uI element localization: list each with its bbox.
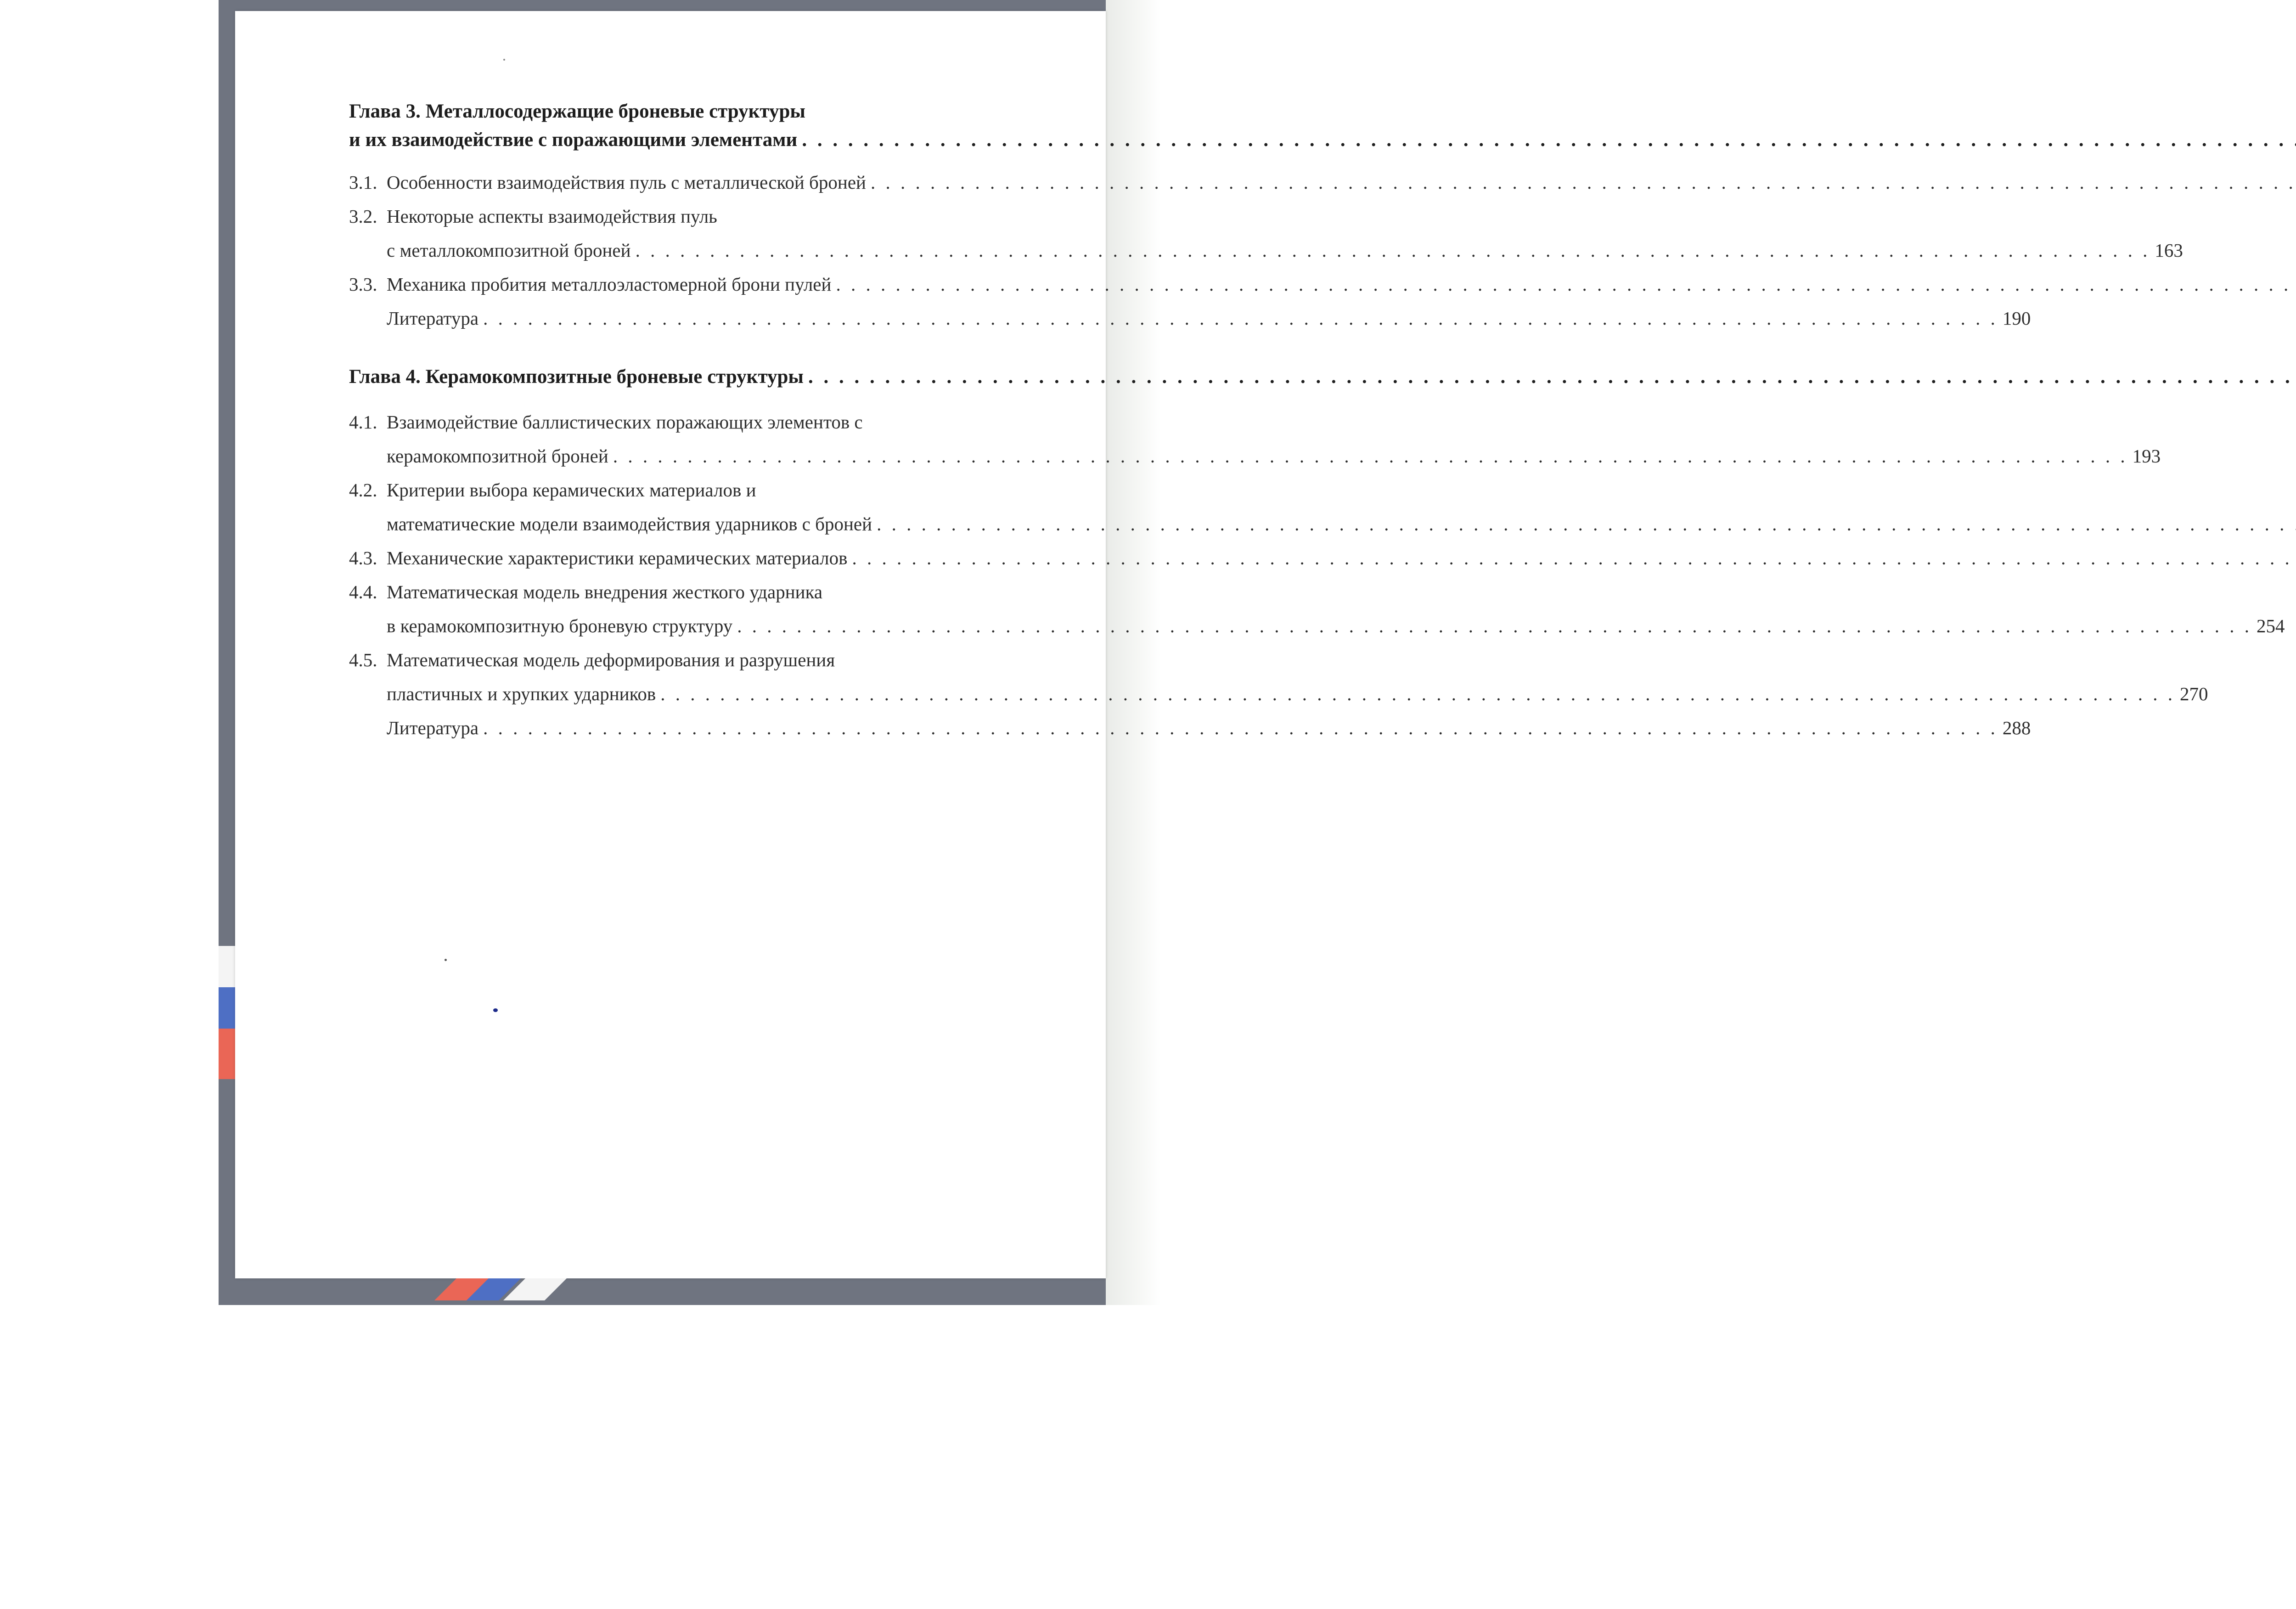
toc-entry-3-1 xyxy=(349,165,1065,199)
section-title-line-1: Математическая модель деформирования и разрушения xyxy=(387,649,835,670)
toc-entry-4-3 xyxy=(349,541,1065,575)
toc-entry-3-2 xyxy=(349,199,2183,267)
leader-dots xyxy=(483,711,1998,745)
chapter-4-title: Глава 4. Керамокомпозитные броневые структуры xyxy=(349,366,804,388)
section-title-line-1: Математическая модель внедрения жесткого ударника xyxy=(387,581,823,602)
leader-dots xyxy=(636,233,2150,267)
section-number: 3.1. xyxy=(349,172,377,193)
section-title-line-2: пластичных и хрупких ударников xyxy=(387,683,656,704)
leader-dots xyxy=(852,541,2296,575)
leader-dots xyxy=(836,267,2296,301)
section-body xyxy=(387,541,2296,575)
section-row xyxy=(387,301,2031,335)
chapter-3-title-line-2: и их взаимодействие с поражающими элементами xyxy=(349,129,798,151)
chapter-3-heading xyxy=(349,97,1065,154)
toc-entry-4-4 xyxy=(349,575,2285,643)
toc-entry-3-literature xyxy=(349,301,2031,335)
ink-speck xyxy=(493,1008,498,1012)
leader-dots xyxy=(483,301,1998,335)
section-row xyxy=(387,677,2208,711)
section-body xyxy=(387,575,2285,643)
section-title-line-1: Некоторые аспекты взаимодействия пуль xyxy=(387,206,717,227)
section-number: 4.3. xyxy=(349,547,377,568)
section-title-line-2: с металлокомпозитной броней xyxy=(387,240,631,261)
cover-stripe-blue xyxy=(219,987,235,1029)
section-title-line-2: керамокомпозитной броней xyxy=(387,445,608,467)
toc-entry-4-literature xyxy=(349,711,2031,745)
chapter-3-title-line-1-row xyxy=(349,97,1065,126)
ink-speck xyxy=(445,959,447,961)
toc-entry-4-2 xyxy=(349,473,1065,541)
leader-dots xyxy=(871,165,2296,199)
leader-dots xyxy=(802,126,2296,154)
chapter-3-title-line-2-row xyxy=(349,126,1065,154)
section-body xyxy=(387,301,2031,335)
section-row xyxy=(387,233,2183,267)
leader-dots xyxy=(877,507,2296,541)
section-body xyxy=(387,267,2296,301)
section-title-line-1: Взаимодействие баллистических поражающих элементов с xyxy=(387,411,863,433)
section-number: 4.5. xyxy=(349,649,377,670)
section-title-line-2: математические модели взаимодействия ударников с броней xyxy=(387,513,872,534)
table-of-contents xyxy=(349,97,2285,745)
section-page: 254 xyxy=(2257,615,2285,636)
section-number: 3.3. xyxy=(349,274,377,295)
section-row xyxy=(387,267,2296,301)
section-page: 270 xyxy=(2180,683,2208,704)
section-body xyxy=(387,643,2208,711)
section-body xyxy=(387,165,2296,199)
section-row xyxy=(387,711,2031,745)
chapter-4-title-row xyxy=(349,363,1065,391)
leader-dots xyxy=(613,439,2128,473)
cover-stripe-red xyxy=(219,1029,235,1079)
section-page: 288 xyxy=(2002,717,2031,738)
section-body xyxy=(387,199,2183,267)
chapter-3-sections xyxy=(349,165,2183,335)
section-title: Механика пробития металлоэластомерной брони пулей xyxy=(387,274,832,295)
section-page: 193 xyxy=(2132,445,2161,467)
section-page: 190 xyxy=(2002,308,2031,329)
leader-dots xyxy=(737,609,2252,643)
section-row xyxy=(387,643,2208,677)
section-number: 4.4. xyxy=(349,581,377,602)
section-row xyxy=(387,609,2285,643)
cover-stripe-white xyxy=(219,946,235,987)
section-number: 4.1. xyxy=(349,411,377,433)
section-row xyxy=(387,439,2161,473)
section-number: 4.2. xyxy=(349,479,377,501)
toc-entry-3-3 xyxy=(349,267,1065,301)
section-body xyxy=(387,405,2161,473)
section-row xyxy=(387,405,2161,439)
chapter-4-heading xyxy=(349,363,1065,391)
section-page: 163 xyxy=(2155,240,2183,261)
section-body xyxy=(387,473,2296,541)
section-row xyxy=(387,199,2183,233)
section-title-line-2: в керамокомпозитную броневую структуру xyxy=(387,615,733,636)
section-number: 3.2. xyxy=(349,206,377,227)
toc-entry-4-1 xyxy=(349,405,2161,473)
section-title: Литература xyxy=(387,717,479,738)
section-row xyxy=(387,473,2296,507)
leader-dots xyxy=(660,677,2175,711)
leader-dots xyxy=(808,363,2296,391)
ink-speck xyxy=(503,59,505,61)
section-title: Особенности взаимодействия пуль с металлической броней xyxy=(387,172,866,193)
section-title: Литература xyxy=(387,308,479,329)
section-row xyxy=(387,507,2296,541)
chapter-4-sections xyxy=(349,405,2285,745)
section-title: Механические характеристики керамических материалов xyxy=(387,547,848,568)
toc-entry-4-5 xyxy=(349,643,2208,711)
chapter-3-title-line-1: Глава 3. Металлосодержащие броневые структуры xyxy=(349,101,805,122)
section-title-line-1: Критерии выбора керамических материалов и xyxy=(387,479,756,501)
section-body xyxy=(387,711,2031,745)
section-row xyxy=(387,541,2296,575)
section-row xyxy=(387,575,2285,609)
section-row xyxy=(387,165,2296,199)
